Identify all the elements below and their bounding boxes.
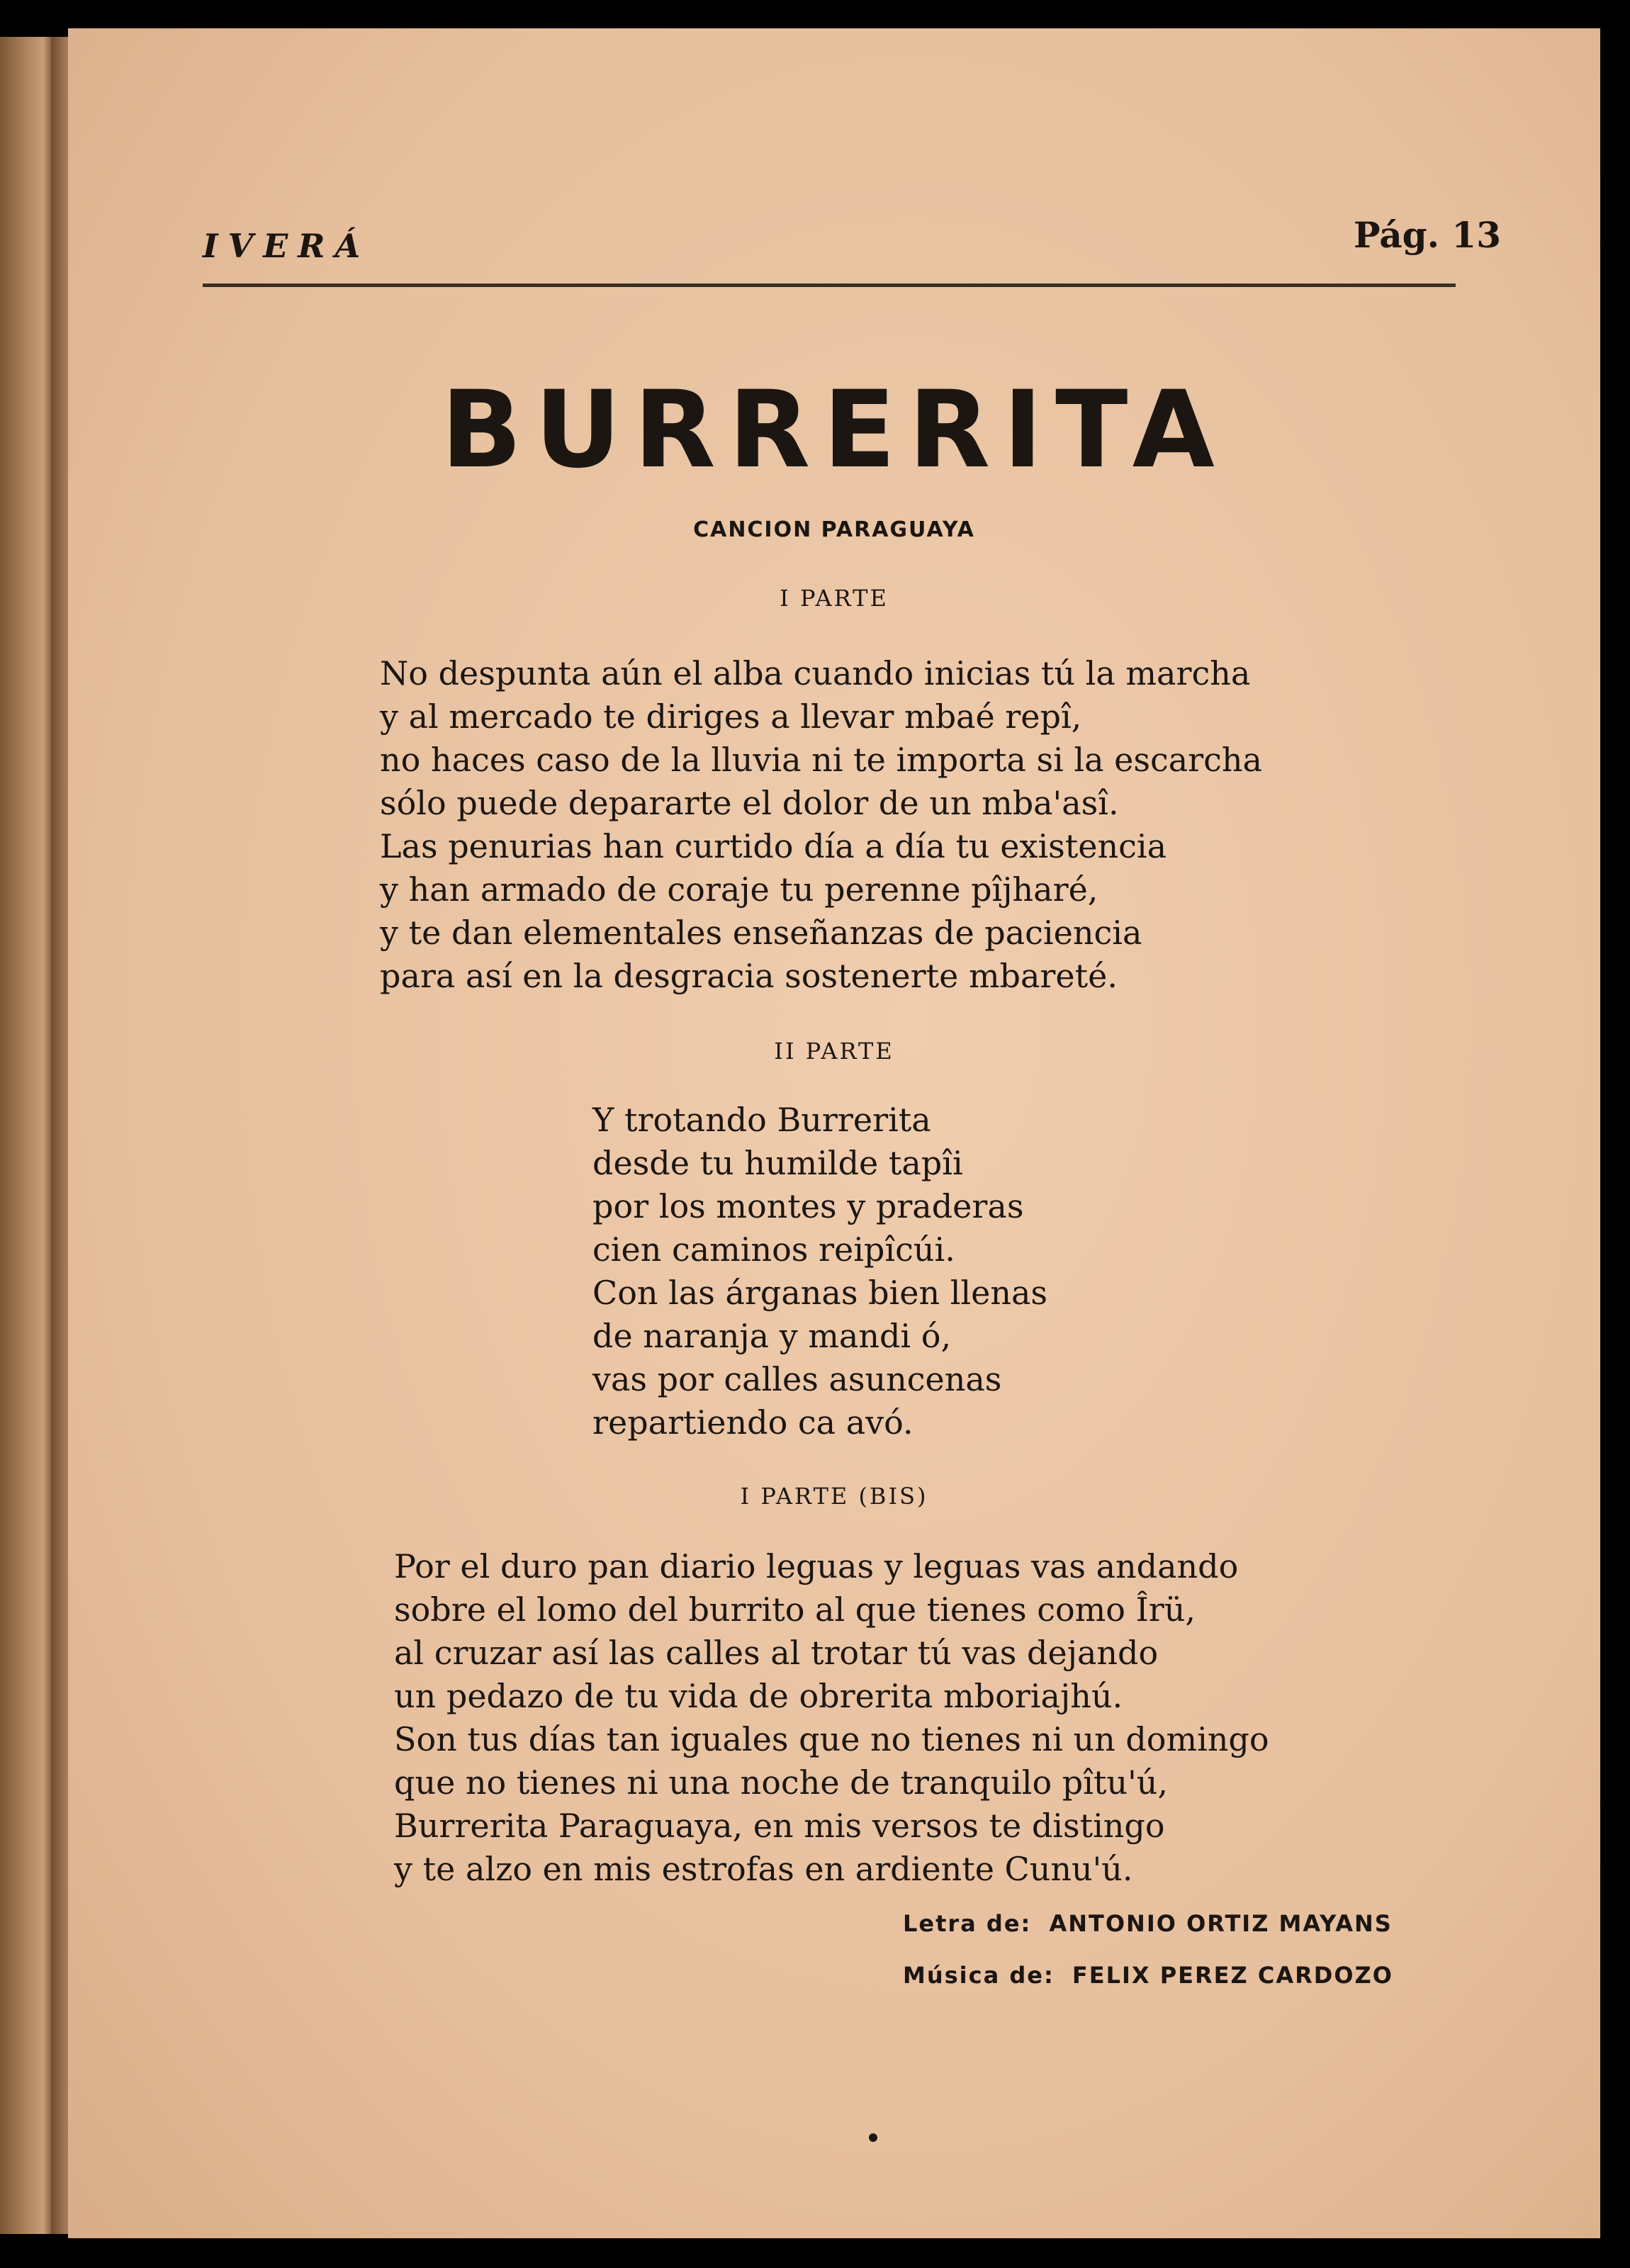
song-title: BURRERITA — [441, 369, 1227, 492]
verse-line: y al mercado te diriges a llevar mbaé repî, — [380, 697, 1082, 736]
page-number: Pág. 13 — [1353, 214, 1501, 256]
verse-line: Con las árganas bien llenas — [592, 1274, 1048, 1312]
ink-speck — [869, 2133, 877, 2142]
music-credit — [903, 1962, 1393, 1989]
magazine-page — [68, 28, 1600, 2238]
running-title: IVERÁ — [203, 227, 371, 265]
music-label: Música de: — [903, 1962, 1055, 1989]
verse-line: Las penurias han curtido día a día tu existencia — [380, 827, 1167, 865]
lyrics-label: Letra de: — [903, 1910, 1032, 1937]
section-heading-1: I PARTE — [780, 585, 889, 612]
facing-page-edge — [0, 37, 51, 2234]
verse-line: y te alzo en mis estrofas en ardiente Cunu'ú. — [394, 1850, 1133, 1888]
verse-line: un pedazo de tu vida de obrerita mboriajhú. — [394, 1677, 1123, 1715]
verse-line: de naranja y mandi ó, — [592, 1317, 952, 1355]
verse-line: No despunta aún el alba cuando inicias tú la marcha — [380, 654, 1251, 692]
section-heading-2: II PARTE — [774, 1038, 894, 1065]
verse-line: Por el duro pan diario leguas y leguas vas andando — [394, 1547, 1239, 1585]
music-author: FELIX PEREZ CARDOZO — [1072, 1962, 1393, 1989]
verse-line: que no tienes ni una noche de tranquilo pîtu'ú, — [394, 1763, 1168, 1802]
verse-section-1 — [380, 652, 1262, 998]
verse-line: repartiendo ca avó. — [592, 1403, 914, 1442]
verse-line: al cruzar así las calles al trotar tú vas dejando — [394, 1634, 1159, 1672]
verse-line: desde tu humilde tapîi — [592, 1144, 963, 1182]
lyrics-credit — [903, 1910, 1393, 1937]
verse-line: y han armado de coraje tu perenne pîjharé, — [380, 870, 1098, 909]
verse-line: no haces caso de la lluvia ni te importa si la escarcha — [380, 741, 1262, 779]
section-heading-3: I PARTE (BIS) — [740, 1483, 928, 1510]
verse-line: sobre el lomo del burrito al que tienes como Îrü, — [394, 1590, 1196, 1629]
verse-section-3 — [394, 1545, 1269, 1891]
lyrics-author: ANTONIO ORTIZ MAYANS — [1049, 1910, 1393, 1937]
verse-line: Burrerita Paraguaya, en mis versos te distingo — [394, 1807, 1165, 1845]
header-rule — [203, 284, 1456, 287]
verse-line: cien caminos reipîcúi. — [592, 1230, 955, 1269]
verse-line: Y trotando Burrerita — [592, 1101, 931, 1139]
verse-line: sólo puede depararte el dolor de un mba'asî. — [380, 784, 1119, 822]
verse-line: y te dan elementales enseñanzas de paciencia — [380, 914, 1142, 952]
verse-line: vas por calles asuncenas — [592, 1360, 1002, 1398]
verse-section-2 — [592, 1099, 1047, 1444]
verse-line: Son tus días tan iguales que no tienes ni un domingo — [394, 1720, 1269, 1758]
verse-line: por los montes y praderas — [592, 1187, 1024, 1225]
song-subtitle: CANCION PARAGUAYA — [693, 517, 975, 542]
verse-line: para así en la desgracia sostenerte mbareté. — [380, 957, 1118, 995]
